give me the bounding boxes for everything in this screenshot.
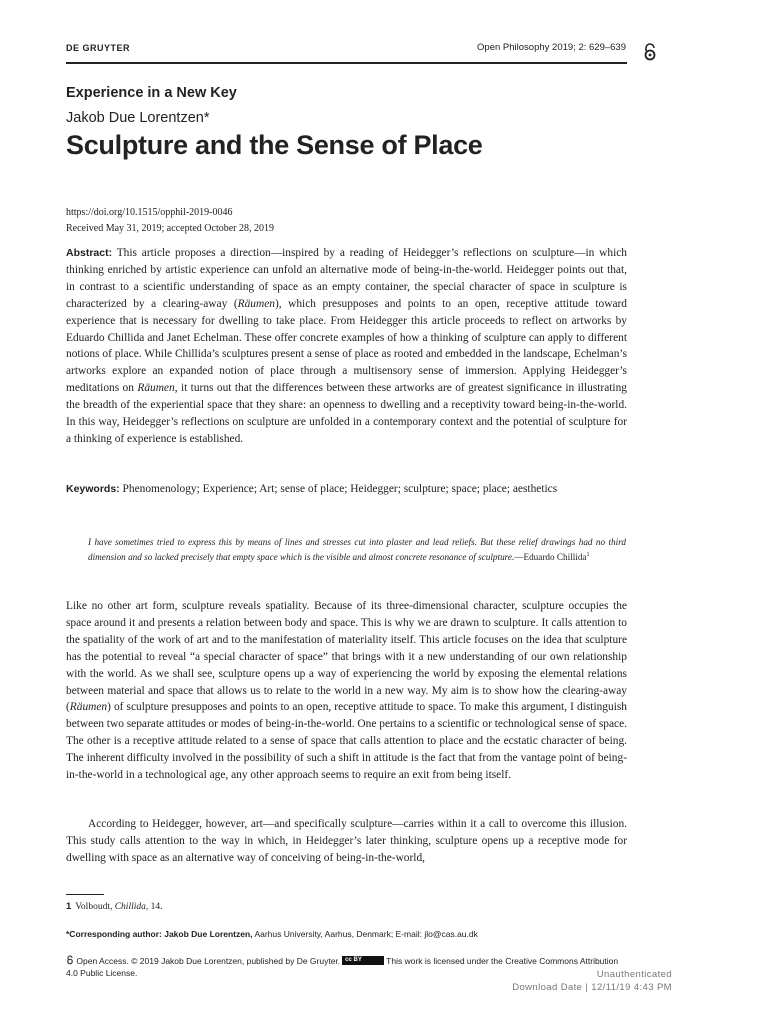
abstract-text: , it turns out that the differences between these artworks are of greatest significance in illustrating the breadth of the experiential space that they share: an openness to dwelling and a receptivity toward being-in-the-world. In this way, Heidegger’s reflections on sculpture are unfolded in a contemporary context and the potential of sculpture for a thinking of experience is established. — [66, 382, 627, 445]
body-text: Like no other art form, sculpture reveals spatiality. Because of its three-dimensional character, sculpture occupies the space around it and presents a relation between body and space. This is why we are drawn to sculpture. It calls attention to the spatiality of the work of art and to the manifestation of materiality itself. This article focuses on the idea that sculpture has the potential to reveal “a special character of space” that brings with it a new understanding of our own relationship with the world. As we shall see, sculpture opens up a way of experiencing the world by exposing the elemental relations between material and space that allows us to relate to the world in a new way. My aim is to show how the clearing-away ( — [66, 600, 627, 714]
cc-badge-label: cc BY — [345, 957, 362, 963]
body-text: According to Heidegger, however, art—and specifically sculpture—carries within it a call to overcome this illusion. This study calls attention to the way in which, in Heidegger’s later thinking, sculpture opens up a receptive mode for dwelling with space as an alternative way of conceiving of being-in-the-world, — [66, 818, 627, 864]
footnote-italic: Chillida — [114, 902, 146, 912]
access-watermark: Unauthenticated — [596, 969, 672, 980]
article-series: Experience in a New Key — [66, 85, 237, 101]
abstract-italic-term: Räumen — [237, 297, 275, 310]
cc-by-badge[interactable] — [342, 956, 384, 965]
journal-reference: Open Philosophy 2019; 2: 629–639 — [477, 42, 626, 53]
download-date-watermark: Download Date | 12/11/19 4:43 PM — [512, 982, 672, 993]
keywords-label: Keywords: — [66, 483, 120, 495]
epigraph — [88, 536, 626, 565]
abstract-label: Abstract: — [66, 247, 113, 259]
license-notice — [66, 955, 626, 979]
open-access-icon — [643, 42, 657, 62]
publisher-name: DE GRUYTER — [66, 43, 131, 53]
corresponding-author — [66, 929, 478, 939]
body-paragraph — [66, 598, 627, 784]
corresponding-label: *Corresponding author: Jakob Due Lorentzen, — [66, 929, 253, 939]
header-rule — [66, 62, 627, 64]
epigraph-quote: I have sometimes tried to express this by means of lines and stresses cut into plaster and lead reliefs. But these relief drawings had no third dimension and so lacked precisely that empty space which is the visible and almost concrete resonance of sculpture. — [88, 537, 626, 563]
footnote — [66, 901, 163, 912]
license-text: Open Access. © 2019 Jakob Due Lorentzen, published by De Gruyter. — [76, 956, 341, 966]
page-header — [66, 40, 626, 64]
abstract-italic-term: Räumen — [137, 382, 175, 395]
body-text: ) of sculpture presupposes and points to an open, receptive attitude to space. To make this argument, I distinguish between two separate attitudes or modes of being-in-the-world. One pertains to a scientific or technological sense of space. The other is a receptive attitude related to a sense of space that calls attention to place and the ecstatic character of being. The inherent difficulty involved in the possibility of such a shift in attitude is the fact that from the vantage point of being-in-the-world in a technological age, any other approach seems to require an exit from being itself. — [66, 701, 627, 782]
keywords — [66, 481, 627, 497]
abstract-text: This article proposes a direction—inspired by a reading of Heidegger’s reflections on sculpture—in which thinking enriched by artistic experience can unfold an alternative mode of being-in-the-world. Heidegger points out that, in contrast to a scientific understanding of space as an empty container, the special character of space in sculpture is characterized by a clearing-away ( — [66, 247, 627, 310]
article-author: Jakob Due Lorentzen* — [66, 110, 210, 126]
corresponding-text: Aarhus University, Aarhus, Denmark; E-mail: jlo@cas.au.dk — [254, 929, 478, 939]
abstract-text: ), which presupposes and points to an open, receptive attitude toward experience that is necessary for dwelling to take place. From Heidegger this article proceeds to reflect on artworks by Eduardo Chillida and Janet Echelman. These offer concrete examples of how a thinking of sculpture can apply to different notions of place. While Chillida’s sculptures present a sense of place as rooted and embedded in the landscape, Echelman’s artworks explore an expanded notion of place through a multisensory sense of immersion. Applying Heidegger’s meditations on — [66, 297, 627, 395]
license-text: This work is licensed under the Creative Commons Attribution 4.0 Public License. — [66, 956, 619, 978]
footnote-rule — [66, 894, 104, 895]
footnote-text: Volboudt, — [75, 902, 115, 912]
footnote-marker[interactable]: 1 — [586, 552, 590, 559]
footnote-text: , 14. — [145, 902, 163, 912]
footnote-number: 1 — [66, 901, 72, 912]
keywords-text: Phenomenology; Experience; Art; sense of place; Heidegger; sculpture; space; place; aesthetics — [122, 483, 558, 495]
article-title: Sculpture and the Sense of Place — [66, 130, 483, 160]
abstract — [66, 245, 627, 448]
received-dates: Received May 31, 2019; accepted October 28, 2019 — [66, 223, 274, 234]
body-italic-term: Räumen — [69, 701, 108, 714]
open-access-icon — [66, 955, 74, 965]
doi-link[interactable]: https://doi.org/10.1515/opphil-2019-0046 — [66, 207, 233, 218]
epigraph-attribution: —Eduardo Chillida — [514, 552, 587, 563]
body-paragraph — [66, 816, 627, 867]
